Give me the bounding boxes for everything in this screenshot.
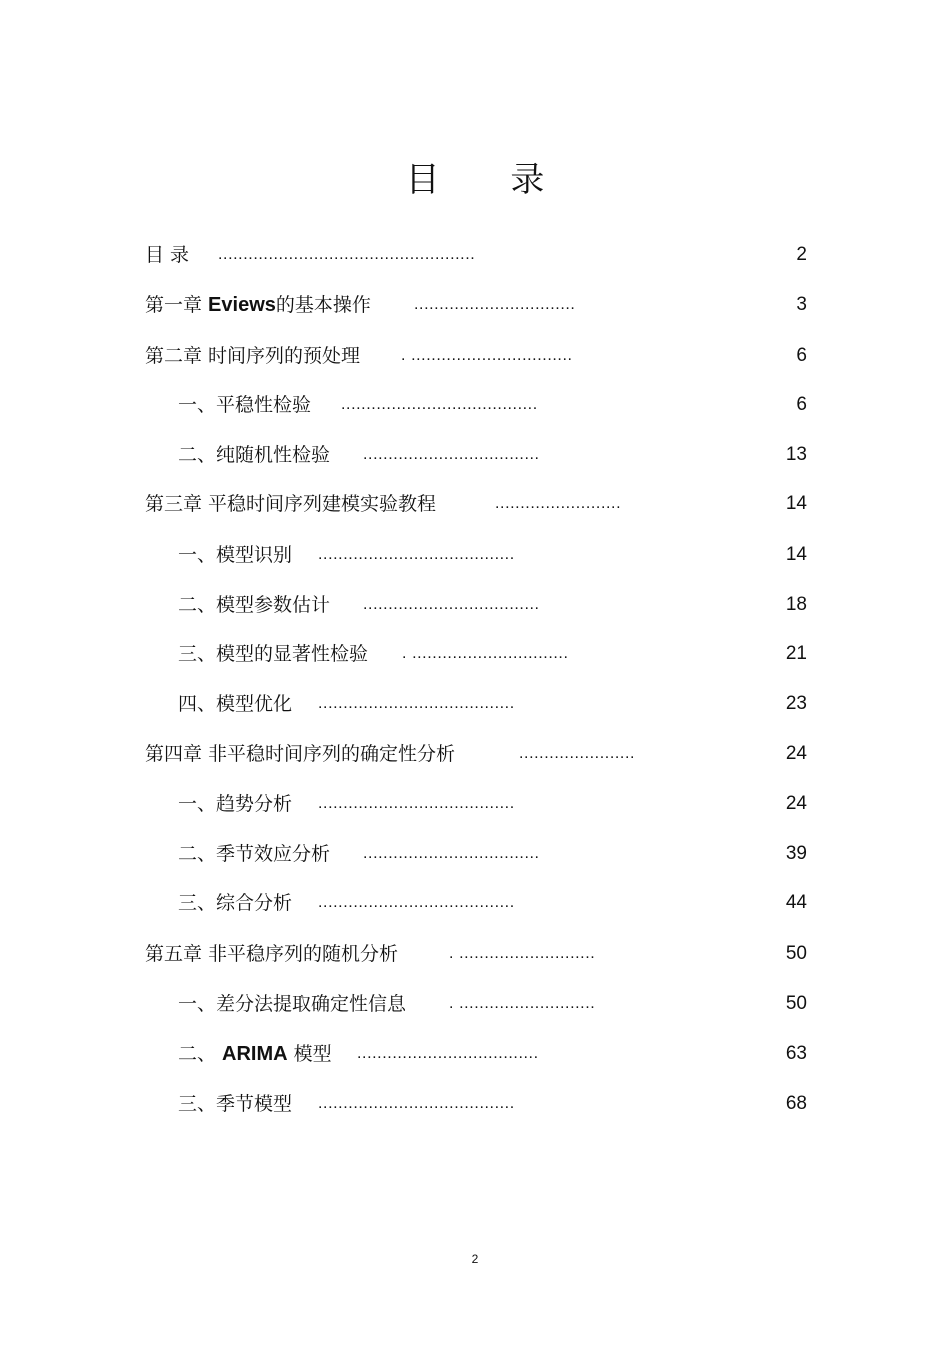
toc-entry-page: 21: [785, 643, 807, 664]
toc-entry-page: 6: [796, 394, 807, 415]
toc-entry[interactable]: [0, 341, 950, 371]
toc-entry-page: 23: [785, 693, 807, 714]
toc-entry-page: 39: [785, 843, 807, 864]
toc-entry-leader: .......................................: [318, 894, 515, 911]
toc-entry-leader: .......................................: [318, 1095, 515, 1112]
toc-entry-page: 50: [785, 943, 807, 964]
toc-entry-page: 13: [785, 444, 807, 465]
toc-entry[interactable]: [0, 390, 950, 420]
toc-entry-page: 14: [785, 544, 807, 565]
toc-entry-label: 四、模型优化: [178, 693, 293, 715]
toc-entry[interactable]: [0, 540, 950, 570]
toc-entry-page: 24: [785, 743, 807, 764]
toc-entry-label-bold: ARIMA: [222, 1043, 288, 1065]
page-title: 目 录: [405, 160, 575, 200]
toc-entry[interactable]: [0, 489, 950, 519]
toc-entry-leader: . ...........................: [449, 995, 596, 1012]
toc-entry-page: 44: [785, 892, 807, 913]
toc-entry-page: 6: [796, 345, 807, 366]
toc-entry[interactable]: [0, 839, 950, 869]
toc-entry-leader: ................................: [414, 296, 576, 313]
toc-entry[interactable]: [0, 689, 950, 719]
toc-entry-label-prefix: 二、: [178, 1043, 223, 1065]
toc-entry-label: 一、趋势分析: [178, 793, 293, 815]
toc-entry[interactable]: [0, 888, 950, 918]
toc-entry-label: 三、综合分析: [178, 892, 293, 914]
toc-entry-leader: ....................................: [357, 1045, 539, 1062]
toc-entry-leader: . ...........................: [449, 945, 596, 962]
toc-entry-leader: .......................................: [341, 396, 538, 413]
toc-entry[interactable]: [0, 290, 950, 320]
toc-entry-leader: .......................................: [318, 546, 515, 563]
toc-entry-leader: .......................: [519, 745, 636, 762]
toc-entry-leader: .......................................: [318, 695, 515, 712]
toc-entry-page: 14: [785, 493, 807, 514]
toc-entry-leader: . ................................: [401, 347, 573, 364]
toc-entry-label: 三、季节模型: [178, 1093, 293, 1115]
toc-entry[interactable]: [0, 590, 950, 620]
toc-entry[interactable]: [0, 739, 950, 769]
toc-entry-label: [178, 1039, 332, 1069]
toc-entry-page: 3: [796, 294, 807, 315]
toc-entry-leader: ...................................: [363, 596, 540, 613]
toc-entry[interactable]: [0, 1089, 950, 1119]
toc-entry-label-suffix: 模型: [287, 1043, 332, 1065]
toc-entry-leader: ...................................................: [218, 246, 476, 263]
toc-entry-label-prefix: 第一章: [145, 294, 209, 316]
toc-entry-label: 目 录: [145, 244, 190, 266]
toc-entry-label: 第五章 非平稳序列的随机分析: [145, 943, 399, 965]
toc-entry-leader: ...................................: [363, 446, 540, 463]
toc-entry-label-bold: Eviews: [208, 294, 276, 316]
toc-entry[interactable]: [0, 989, 950, 1019]
toc-entry-label: 二、模型参数估计: [178, 594, 331, 616]
toc-entry[interactable]: [0, 939, 950, 969]
toc-entry[interactable]: [0, 240, 950, 270]
toc-entry-label: 一、模型识别: [178, 544, 293, 566]
toc-entry-leader: .......................................: [318, 795, 515, 812]
toc-entry-label: 二、纯随机性检验: [178, 444, 331, 466]
toc-entry-leader: .........................: [495, 495, 622, 512]
toc-entry-page: 50: [785, 993, 807, 1014]
toc-entry-page: 63: [785, 1043, 807, 1064]
toc-entry-label: 一、平稳性检验: [178, 394, 312, 416]
toc-entry-page: 68: [785, 1093, 807, 1114]
toc-entry[interactable]: [0, 789, 950, 819]
toc-entry-label: 三、模型的显著性检验: [178, 643, 369, 665]
toc-entry-label-suffix: 的基本操作: [275, 294, 371, 316]
toc-entry-leader: . ...............................: [402, 645, 569, 662]
toc-entry-label: 第二章 时间序列的预处理: [145, 345, 361, 367]
toc-entry-leader: ...................................: [363, 845, 540, 862]
toc-entry[interactable]: [0, 1039, 950, 1069]
toc-entry-label: 第三章 平稳时间序列建模实验教程: [145, 493, 437, 515]
toc-entry-page: 24: [785, 793, 807, 814]
toc-entry-page: 2: [796, 244, 807, 265]
toc-entry-label: 二、季节效应分析: [178, 843, 331, 865]
toc-entry[interactable]: [0, 639, 950, 669]
toc-entry-label: [145, 290, 371, 320]
page-number: 2: [471, 1252, 479, 1266]
toc-entry-label: 一、差分法提取确定性信息: [178, 993, 407, 1015]
toc-entry-page: 18: [785, 594, 807, 615]
toc-entry[interactable]: [0, 440, 950, 470]
toc-entry-label: 第四章 非平稳时间序列的确定性分析: [145, 743, 456, 765]
